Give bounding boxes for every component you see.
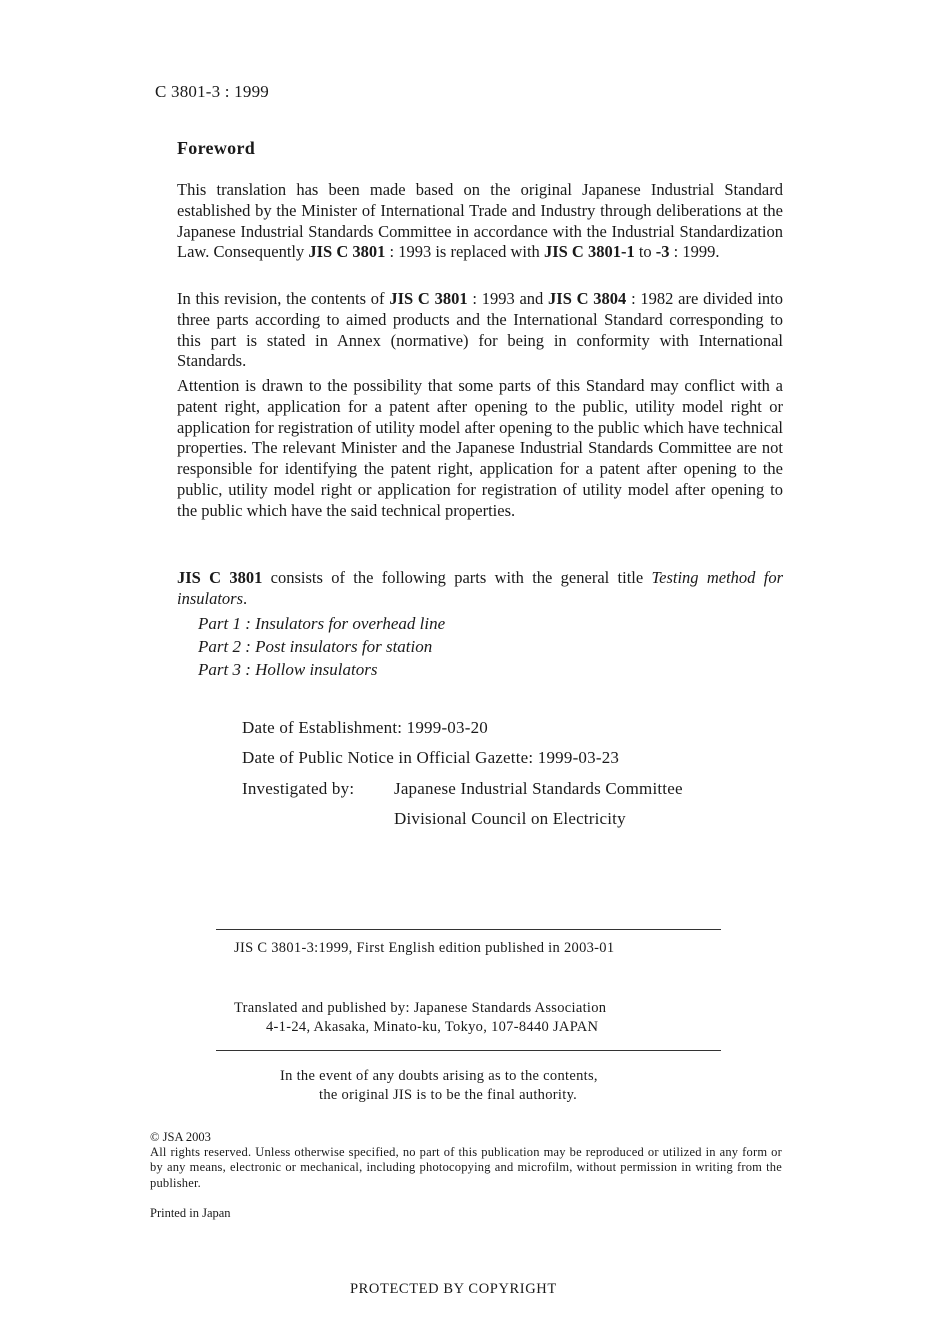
p4-std: JIS C 3801 <box>177 568 263 587</box>
divider-bottom <box>216 1050 721 1051</box>
part-3-item: Part 3 : Hollow insulators <box>198 660 378 679</box>
p1-mid2: to <box>634 242 656 262</box>
p2-std-a: JIS C 3801 <box>389 289 468 308</box>
p2-std-b: JIS C 3804 <box>548 289 627 308</box>
date-of-public-notice: Date of Public Notice in Official Gazette: 1999-03-23 <box>242 748 620 767</box>
publisher-address: 4-1-24, Akasaka, Minato-ku, Tokyo, 107-8440 JAPAN <box>266 1019 599 1035</box>
p1-mid1: : 1993 is replaced with <box>385 242 544 262</box>
p4-text: consists of the following parts with the general title <box>262 568 652 587</box>
investigated-by-label: Investigated by: <box>242 779 355 798</box>
foreword-title: Foreword <box>177 138 256 158</box>
p2-lead: In this revision, the contents of <box>177 289 390 308</box>
edition-note: JIS C 3801-3:1999, First English edition published in 2003-01 <box>234 940 615 956</box>
p1-std-a: JIS C 3801 <box>308 242 386 262</box>
p1-std-b: JIS C 3801-1 <box>543 242 635 262</box>
publisher-line: Translated and published by: Japanese Standards Association <box>234 1000 607 1016</box>
p1-end: : 1999. <box>669 242 720 262</box>
rights-reserved-text: All rights reserved. Unless otherwise specified, no part of this publication may be reproduced or utilized in any form or by any means, electronic or mechanical, including photocopying and microfilm, without permission in writing from the publisher. <box>150 1145 782 1190</box>
p2-end: : 1982 are divided into three parts according to aimed products and the International Standard corresponding to this part is stated in Annex (normative) for being in conformity with International Standards. <box>177 289 783 371</box>
p4-end: . <box>243 588 248 608</box>
investigated-by-council: Divisional Council on Electricity <box>394 809 626 828</box>
divider-top <box>216 929 721 930</box>
part-2-item: Part 2 : Post insulators for station <box>198 637 433 656</box>
p1-std-c: -3 <box>655 242 670 262</box>
document-code: C 3801-3 : 1999 <box>155 82 269 101</box>
copyright-notice: © JSA 2003 <box>150 1130 211 1144</box>
authority-note-line-2: the original JIS is to be the final authority. <box>319 1087 578 1103</box>
p2-mid1: : 1993 and <box>467 289 549 308</box>
investigated-by-committee: Japanese Industrial Standards Committee <box>394 779 683 798</box>
date-of-establishment: Date of Establishment: 1999-03-20 <box>242 718 488 737</box>
foreword-paragraph-3: Attention is drawn to the possibility that some parts of this Standard may conflict with a patent right, application for a patent after opening to the public, utility model right or application for registration of utility model after opening to the public which have technical properties. The relevant Minister and the Japanese Industrial Standards Committee are not responsible for identifying the patent right, application for a patent after opening to the public, utility model right or application for registration of utility model after opening to the public which have the said technical properties. <box>177 376 783 520</box>
protected-by-copyright: PROTECTED BY COPYRIGHT <box>350 1281 557 1297</box>
p1-text: This translation has been made based on the original Japanese Industrial Standard established by the Minister of International Trade and Industry through deliberations at the Japanese Industrial Standards Committee in accordance with the Industrial Standardization Law. Consequently <box>177 180 783 262</box>
foreword-paragraph-4 <box>177 568 783 610</box>
authority-note-line-1: In the event of any doubts arising as to the contents, <box>280 1068 598 1084</box>
printed-in-japan: Printed in Japan <box>150 1206 231 1220</box>
foreword-paragraph-1 <box>177 180 783 263</box>
part-1-item: Part 1 : Insulators for overhead line <box>198 614 446 633</box>
foreword-paragraph-2 <box>177 289 783 372</box>
p4-title: Testing method for insulators <box>177 568 783 608</box>
